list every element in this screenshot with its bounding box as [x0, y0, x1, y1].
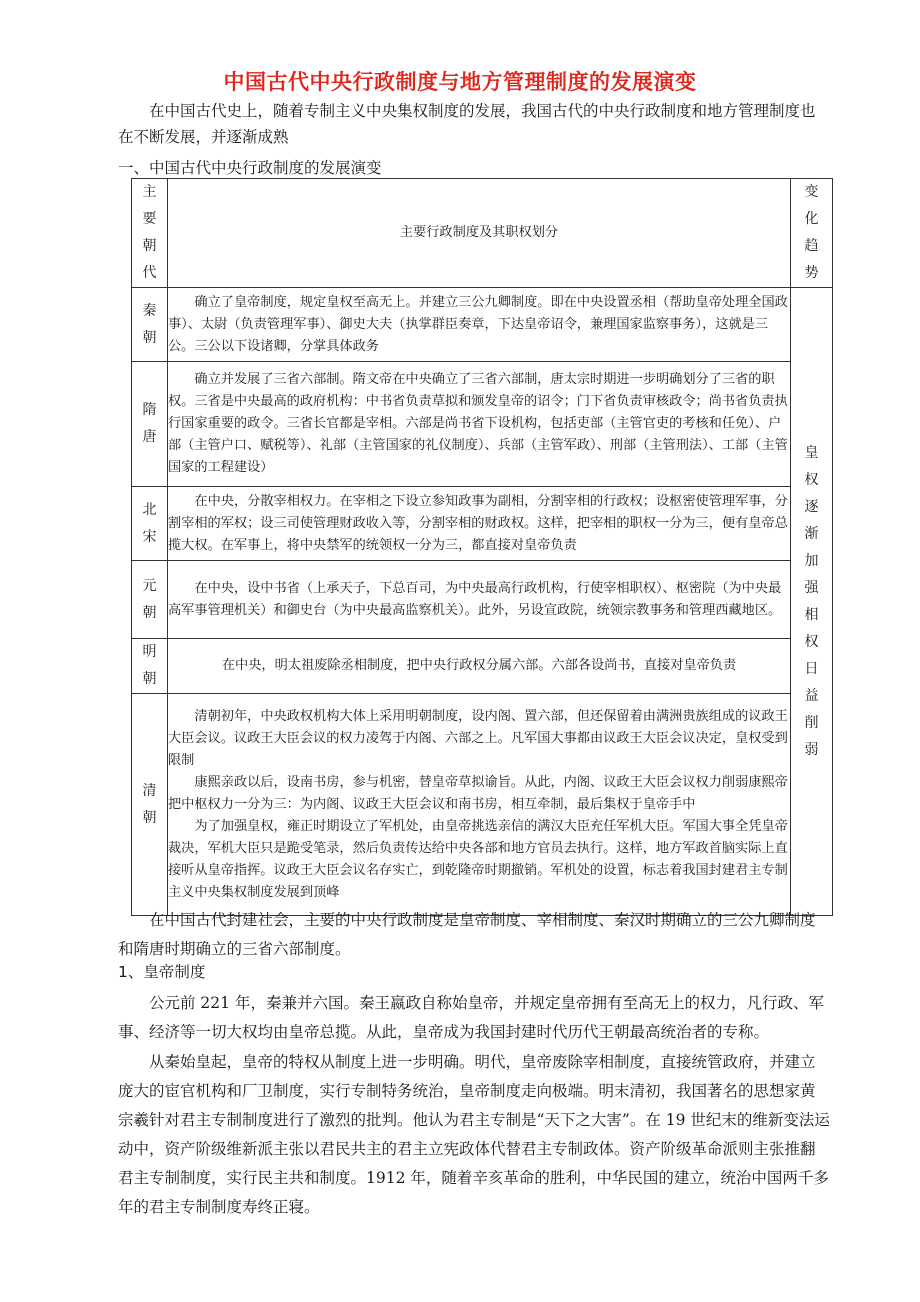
intro-paragraph: 在中国古代史上，随着专制主义中央集权制度的发展，我国古代的中央行政制度和地方管理制度也在不断发展，并逐渐成熟: [118, 102, 816, 146]
era-cell: 明朝: [132, 639, 168, 694]
desc-cell: 在中央，分散宰相权力。在宰相之下设立参知政事为副相，分割宰相的行政权；设枢密使管理军事，分割宰相的军权；设三司使管理财政收入等，分割宰相的财政权。这样，把宰相的职权一分为三，便有皇帝总揽大权。在军事上，将中央禁军的统领权一分为三，都直接对皇帝负责: [168, 487, 791, 561]
desc-cell: 在中央，设中书省（上承天子，下总百司，为中央最高行政机构，行使宰相职权）、枢密院（为中央最高军事管理机关）和御史台（为中央最高监察机关）。此外，另设宣政院，统领宗教事务和管理西藏地区。: [168, 561, 791, 639]
desc-cell: 清朝初年，中央政权机构大体上采用明朝制度，设内阁、置六部，但还保留着由满洲贵族组成的议政王大臣会议。议政王大臣会议的权力凌驾于内阁、六部之上。凡军国大事都由议政王大臣会议决定，皇权受到限制 康熙亲政以后，设南书房，参与机密，替皇帝草拟谕旨。从此，内阁、议政王大臣会议权力削弱康熙帝把中枢权力一分为三：为内阁、议政王大臣会议和南书房，相互牵制，最后集权于皇帝手中 为了加强皇权，雍正时期设立了军机处，由皇帝挑选亲信的满汉大臣充任军机大臣。军国大事全凭皇帝裁决，军机大臣只是跪受笔录，然后负责传达给中央各部和地方官员去执行。这样，地方军政首脑实际上直接听从皇帝指挥。议政王大臣会议名存实亡，到乾隆帝时期撤销。军机处的设置，标志着我国封建君主专制主义中央集权制度发展到顶峰: [168, 694, 791, 916]
section-heading: 一、中国古代中央行政制度的发展演变: [118, 159, 382, 177]
era-cell: 秦朝: [132, 288, 168, 362]
body-paragraph: 公元前 221 年，秦兼并六国。秦王嬴政自称始皇帝，并规定皇帝拥有至高无上的权力，凡行政、军事、经济等一切大权均由皇帝总揽。从此，皇帝成为我国封建时代历代王朝最高统治者的专称。: [118, 994, 824, 1041]
desc-cell: 在中央，明太祖废除丞相制度，把中央行政权分属六部。六部各设尚书，直接对皇帝负责: [168, 639, 791, 694]
era-cell: 隋唐: [132, 362, 168, 487]
table-row: [132, 561, 833, 639]
desc-cell: 确立了皇帝制度，规定皇权至高无上。并建立三公九卿制度。即在中央设置丞相（帮助皇帝处理全国政事）、太尉（负责管理军事）、御史大夫（执掌群臣奏章，下达皇帝诏令，兼理国家监察事务），这就是三公。三公以下设诸卿，分掌具体政务: [168, 288, 791, 362]
desc-cell: 确立并发展了三省六部制。隋文帝在中央确立了三省六部制，唐太宗时期进一步明确划分了三省的职权。三省是中央最高的政府机构：中书省负责草拟和颁发皇帝的诏令；门下省负责审核政令；尚书省负责执行国家重要的政令。三省长官都是宰相。六部是尚书省下设机构，包括吏部（主管官吏的考核和任免）、户部（主管户口、赋税等）、礼部（主管国家的礼仪制度）、兵部（主管军政）、刑部（主管刑法）、工部（主管国家的工程建设）: [168, 362, 791, 487]
body-paragraph: 从秦始皇起，皇帝的特权从制度上进一步明确。明代，皇帝废除宰相制度，直接统管政府，并建立庞大的宦官机构和厂卫制度，实行专制特务统治，皇帝制度走向极端。明末清初，我国著名的思想家黄宗羲针对君主专制制度进行了激烈的批判。他认为君主专制是“天下之大害”。在 19 世纪末的维新变法运动中，资产阶级维新派主张以君民共主的君主立宪政体代替君主专制政体。资产阶级革命派则主张推翻君主专制制度，实行民主共和制度。1912 年，随着辛亥革命的胜利，中华民国的建立，统治中国两千多年的君主专制制度寿终正寝。: [118, 1053, 830, 1216]
header-trend: 变化趋势: [791, 179, 833, 288]
subsection-heading: 1、皇帝制度: [118, 963, 206, 981]
trend-cell: 皇权逐渐加强相权日益削弱: [791, 288, 833, 916]
table-row: [132, 487, 833, 561]
header-system: 主要行政制度及其职权划分: [168, 179, 791, 288]
header-era: 主要朝代: [132, 179, 168, 288]
era-cell: 元朝: [132, 561, 168, 639]
table-row: [132, 362, 833, 487]
document-title: 中国古代中央行政制度与地方管理制度的发展演变: [223, 70, 697, 94]
era-cell: 清朝: [132, 694, 168, 916]
era-cell: 北宋: [132, 487, 168, 561]
table-row: [132, 694, 833, 916]
table-header-row: [132, 179, 833, 288]
table-row: [132, 288, 833, 362]
administration-table: [131, 178, 833, 916]
table-row: [132, 639, 833, 694]
summary-paragraph: 在中国古代封建社会，主要的中央行政制度是皇帝制度、宰相制度、秦汉时期确立的三公九卿制度和隋唐时期确立的三省六部制度。: [118, 911, 816, 958]
